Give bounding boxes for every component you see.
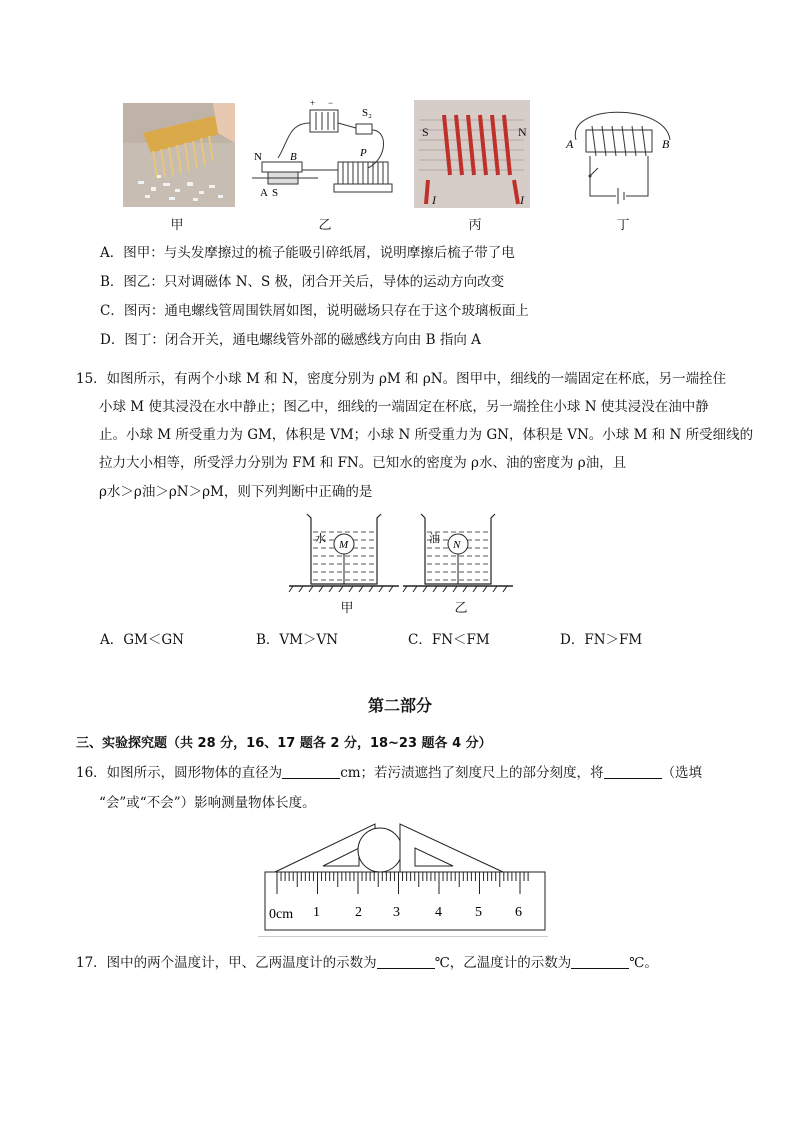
- label-n: N: [254, 151, 262, 163]
- caption-bing: 丙: [468, 218, 482, 233]
- q17-blank-1[interactable]: [377, 954, 435, 969]
- ruler-label-3: 3: [393, 905, 400, 920]
- label-s2: S₂: [362, 107, 372, 119]
- label-water: 水: [315, 533, 326, 545]
- ruler-label-6: 6: [515, 905, 522, 920]
- q15-option-a: A．GM＜GN: [100, 632, 184, 648]
- q15-option-c: C．FN＜FM: [408, 632, 490, 648]
- motor-circuit-diagram: [248, 98, 400, 208]
- label-a: A: [260, 187, 268, 199]
- divider: [258, 936, 548, 937]
- q16-blank-2[interactable]: [604, 764, 662, 779]
- q16-text-b: cm；若污渍遮挡了刻度尺上的部分刻度，将: [340, 765, 604, 781]
- q17-line: [76, 953, 658, 973]
- label-p: P: [360, 147, 367, 159]
- q14-option-d: D．图丁：闭合开关，通电螺线管外部的磁感线方向由 B 指向 A: [100, 332, 481, 348]
- label-i-right: I: [520, 193, 524, 207]
- label-i-left: I: [432, 193, 436, 207]
- q16-text-c: （选填: [661, 765, 703, 781]
- comb-photo: [123, 103, 235, 207]
- solenoid-iron-filings-photo: [414, 100, 530, 208]
- q15-option-d: D．FN＞FM: [560, 632, 643, 648]
- q16-line-2: “会”或“不会”）影响测量物体长度。: [99, 795, 316, 811]
- beakers-diagram: [285, 508, 525, 608]
- label-oil: 油: [429, 533, 440, 545]
- q15-line-3: 止。小球 M 所受重力为 GM，体积是 VM；小球 N 所受重力为 GN，体积是 VN。小球 M 和 N 所受细线的: [99, 427, 754, 443]
- ruler-label-1: 1: [313, 905, 320, 920]
- label-m: M: [339, 539, 349, 551]
- ruler-diagram: [255, 820, 555, 940]
- q15-option-b: B．VM＞VN: [256, 632, 339, 648]
- q17-text-a: 17．图中的两个温度计，甲、乙两温度计的示数为: [76, 955, 377, 971]
- q15-line-5: ρ水＞ρ油＞ρN＞ρM，则下列判断中正确的是: [99, 484, 373, 500]
- svg-text:−: −: [328, 98, 334, 108]
- part2-title: 第二部分: [367, 696, 432, 715]
- q16-text-a: 16．如图所示，圆形物体的直径为: [76, 765, 283, 781]
- label-b: B: [662, 137, 670, 151]
- caption-yi: 乙: [318, 218, 332, 233]
- caption-jia: 甲: [170, 218, 184, 233]
- q16-line-1: [76, 763, 702, 783]
- section3-heading: 三、实验探究题（共 28 分，16、17 题各 2 分，18~23 题各 4 分）: [76, 736, 492, 751]
- caption-ding: 丁: [616, 218, 630, 233]
- label-a: A: [566, 137, 574, 151]
- q16-blank-1[interactable]: [282, 764, 340, 779]
- label-s: S: [272, 187, 279, 199]
- ruler-label-4: 4: [435, 905, 442, 920]
- q15-line-1: 15．如图所示，有两个小球 M 和 N，密度分别为 ρM 和 ρN。图甲中，细线的一端固定在杯底，另一端拴住: [76, 371, 727, 387]
- q14-option-c: C．图丙：通电螺线管周围铁屑如图，说明磁场只存在于这个玻璃板面上: [100, 303, 529, 319]
- q17-text-b: ℃，乙温度计的示数为: [434, 955, 572, 971]
- label-n: N: [453, 539, 461, 551]
- q14-option-b: B．图乙：只对调磁体 N、S 极，闭合开关后，导体的运动方向改变: [100, 274, 505, 290]
- solenoid-circuit-diagram: [556, 98, 684, 206]
- q17-blank-2[interactable]: [571, 954, 629, 969]
- label-b: B: [290, 151, 297, 163]
- caption-yi: 乙: [454, 601, 468, 616]
- ruler-label-2: 2: [355, 905, 362, 920]
- q15-line-4: 拉力大小相等，所受浮力分别为 FM 和 FN。已知水的密度为 ρ水、油的密度为 ρ油，且: [99, 455, 627, 471]
- svg-text:+: +: [310, 98, 316, 108]
- q15-line-2: 小球 M 使其浸没在水中静止；图乙中，细线的一端固定在杯底，另一端拴住小球 N 使其浸没在油中静: [99, 399, 709, 415]
- ruler-label-0: 0cm: [269, 907, 294, 922]
- ruler-label-5: 5: [475, 905, 482, 920]
- caption-jia: 甲: [340, 601, 354, 616]
- label-s: S: [422, 125, 429, 139]
- label-n: N: [518, 125, 527, 139]
- q14-option-a: A．图甲：与头发摩擦过的梳子能吸引碎纸屑，说明摩擦后梳子带了电: [100, 245, 515, 261]
- q17-text-c: ℃。: [629, 955, 658, 971]
